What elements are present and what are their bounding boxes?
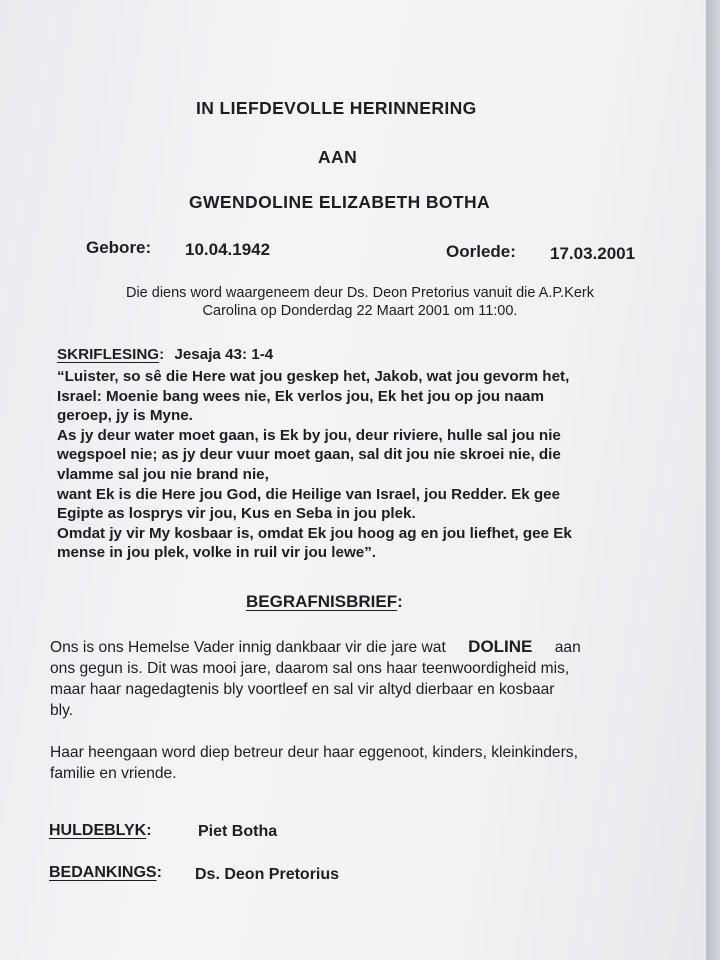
scripture-line: wegspoel nie; as jy deur vuur moet gaan, sal dit jou nie skroei nie, die — [57, 446, 561, 464]
born-label: Gebore: — [86, 238, 152, 257]
letter-line: maar haar nagedagtenis bly voortleef en sal vir altyd dierbaar en kosbaar — [50, 681, 555, 698]
scripture-label: SKRIFLESING — [57, 346, 160, 363]
died-date: 17.03.2001 — [550, 244, 636, 263]
letter-line-start: Ons is ons Hemelse Vader innig dankbaar vir die jare wat — [50, 639, 446, 656]
letter-line: bly. — [50, 702, 74, 719]
page-edge — [706, 0, 720, 960]
scripture-line: mense in jou plek, volke in ruil vir jou lewe”. — [57, 544, 377, 562]
scripture-line: vlamme sal jou nie brand nie, — [57, 465, 269, 483]
letter-heading — [246, 592, 403, 612]
heading-line-2: AAN — [318, 147, 358, 167]
thanks-label-text: BEDANKINGS — [49, 864, 157, 881]
scripture-line: Israel: Moenie bang wees nie, Ek verlos jou, Ek het jou op jou naam — [57, 387, 544, 405]
tribute-label-text: HULDEBLYK — [49, 822, 147, 839]
born-date: 10.04.1942 — [185, 240, 271, 259]
letter-heading-colon: : — [397, 592, 403, 611]
deceased-name: GWENDOLINE ELIZABETH BOTHA — [189, 192, 491, 212]
service-line: Die diens word waargeneem deur Ds. Deon Pretorius vanuit die A.P.Kerk — [125, 285, 594, 301]
letter-paragraph-1 — [50, 636, 581, 721]
nickname: DOLINE — [468, 637, 533, 656]
service-line: Carolina op Donderdag 22 Maart 2001 om 11:00. — [202, 303, 518, 319]
letter-line: Haar heengaan word diep betreur deur haar eggenoot, kinders, kleinkinders, — [50, 744, 578, 761]
tribute-label — [49, 822, 152, 840]
scripture-line: geroep, jy is Myne. — [57, 407, 193, 425]
letter-paragraph-2 — [50, 742, 578, 784]
scripture-line: Egipte as losprys vir jou, Kus en Seba in jou plek. — [57, 505, 416, 523]
thanks-value: Ds. Deon Pretorius — [195, 866, 340, 883]
letter-line: familie en vriende. — [50, 765, 177, 782]
scripture-reference: Jesaja 43: 1-4 — [174, 346, 274, 363]
thanks-label — [49, 864, 162, 882]
died-label: Oorlede: — [446, 242, 516, 261]
thanks-colon: : — [156, 864, 162, 881]
scripture-text — [57, 367, 572, 563]
letter-line: ons gegun is. Dit was mooi jare, daarom sal ons haar teenwoordigheid mis, — [50, 660, 570, 677]
scripture-heading — [57, 345, 273, 365]
scripture-line: Omdat jy vir My kosbaar is, omdat Ek jou hoog ag en jou liefhet, gee Ek — [57, 524, 572, 542]
service-details — [40, 284, 680, 320]
tribute-colon: : — [146, 822, 152, 839]
letter-line — [50, 636, 581, 658]
scripture-line: want Ek is die Here jou God, die Heilige van Israel, jou Redder. Ek gee — [57, 485, 561, 503]
letter-heading-label: BEGRAFNISBRIEF — [246, 592, 398, 611]
letter-line-end: aan — [554, 639, 581, 656]
scripture-line: As jy deur water moet gaan, is Ek by jou, deur riviere, hulle sal jou nie — [57, 426, 561, 444]
scripture-line: “Luister, so sê die Here wat jou geskep het, Jakob, wat jou gevorm het, — [57, 368, 570, 385]
scripture-colon: : — [159, 346, 165, 363]
tribute-value: Piet Botha — [198, 823, 278, 840]
heading-line-1: IN LIEFDEVOLLE HERINNERING — [196, 98, 477, 118]
